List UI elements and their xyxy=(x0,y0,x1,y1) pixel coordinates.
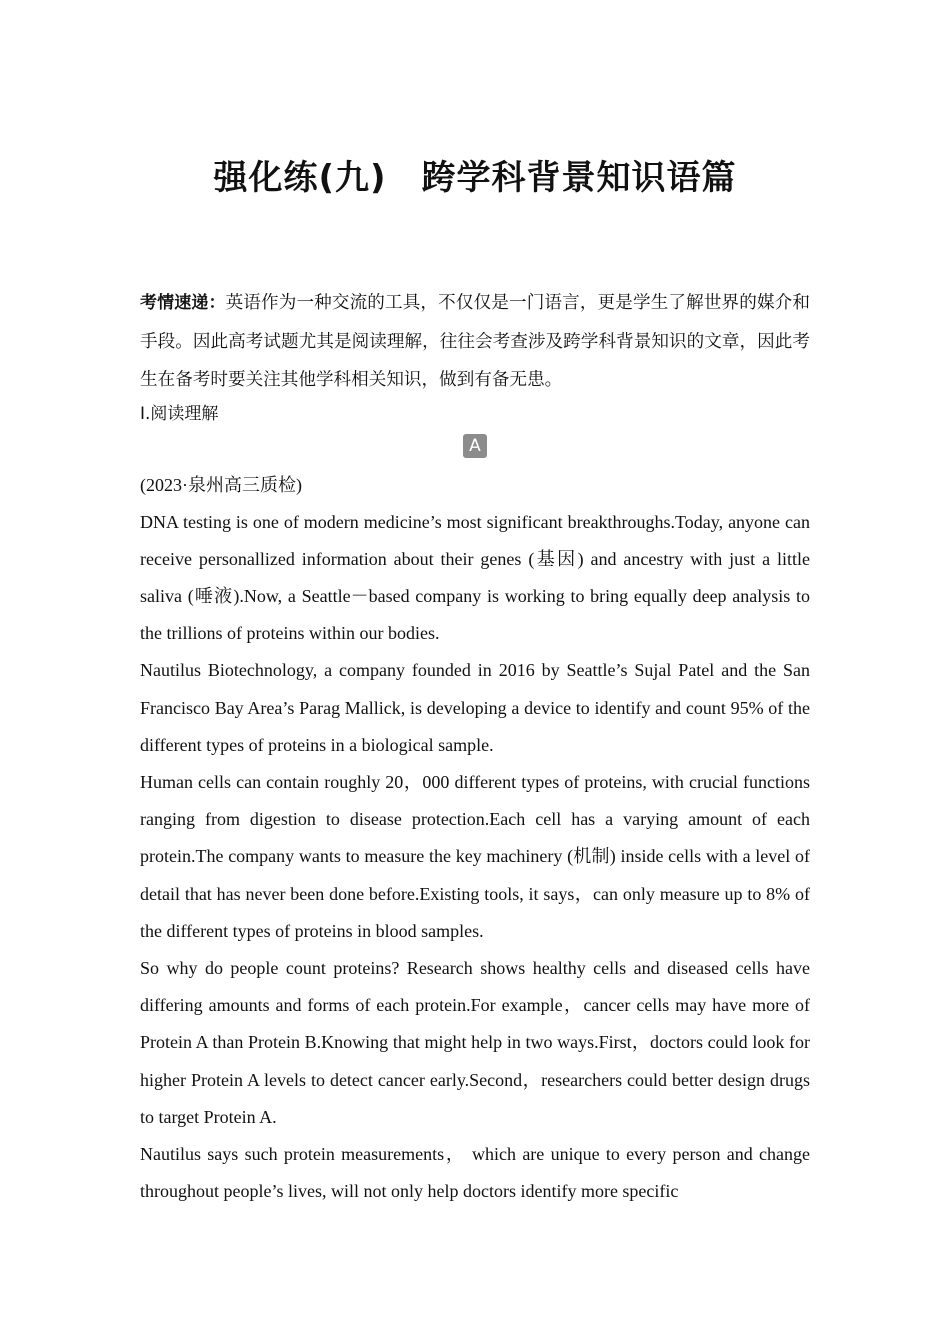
passage-paragraph-2: Nautilus Biotechnology, a company founded in 2016 by Seattle’s Sujal Patel and the San Francisco Bay Area’s Parag Mallick, is developing a device to identify and count 95% of the different types of proteins in a biological sample. xyxy=(140,660,810,755)
intro-paragraph xyxy=(140,284,810,400)
passage-paragraph-1: DNA testing is one of modern medicine’s most significant breakthroughs.Today, anyone can receive personallized information about their genes (基因) and ancestry with just a little saliva (唾液).Now, a Seattle－based company is working to bring equally deep analysis to the trillions of proteins within our bodies. xyxy=(140,511,810,644)
intro-text: 英语作为一种交流的工具，不仅仅是一门语言，更是学生了解世界的媒介和手段。因此高考试题尤其是阅读理解，往往会考查涉及跨学科背景知识的文章，因此考生在备考时要关注其他学科相关知识，做到有备无患。 xyxy=(140,293,810,390)
intro-label: 考情速递： xyxy=(140,293,226,313)
passage-paragraph-4: So why do people count proteins? Research shows healthy cells and diseased cells have differing amounts and forms of each protein.For example，cancer cells may have more of Protein A than Protein B.Knowing that might help in two ways.First，doctors could look for higher Protein A levels to detect cancer early.Second，researchers could better design drugs to target Protein A. xyxy=(140,957,810,1127)
passage-source: (2023·泉州高三质检) xyxy=(140,474,302,495)
passage-paragraph-3: Human cells can contain roughly 20，000 different types of proteins, with crucial functions ranging from digestion to disease protection.Each cell has a varying amount of each protein.The company wants to measure the key machinery (机制) inside cells with a level of detail that has never been done before.Existing tools, it says，can only measure up to 8% of the different types of proteins in blood samples. xyxy=(140,771,810,941)
passage-badge-row xyxy=(140,430,810,468)
passage-paragraph-5: Nautilus says such protein measurements， which are unique to every person and change throughout people’s lives, will not only help doctors identify more specific xyxy=(140,1143,810,1202)
page-title: 强化练(九) 跨学科背景知识语篇 xyxy=(213,158,737,198)
passage-label-badge: A xyxy=(463,434,487,458)
document-body xyxy=(140,284,810,1210)
section-heading: Ⅰ.阅读理解 xyxy=(140,403,219,424)
